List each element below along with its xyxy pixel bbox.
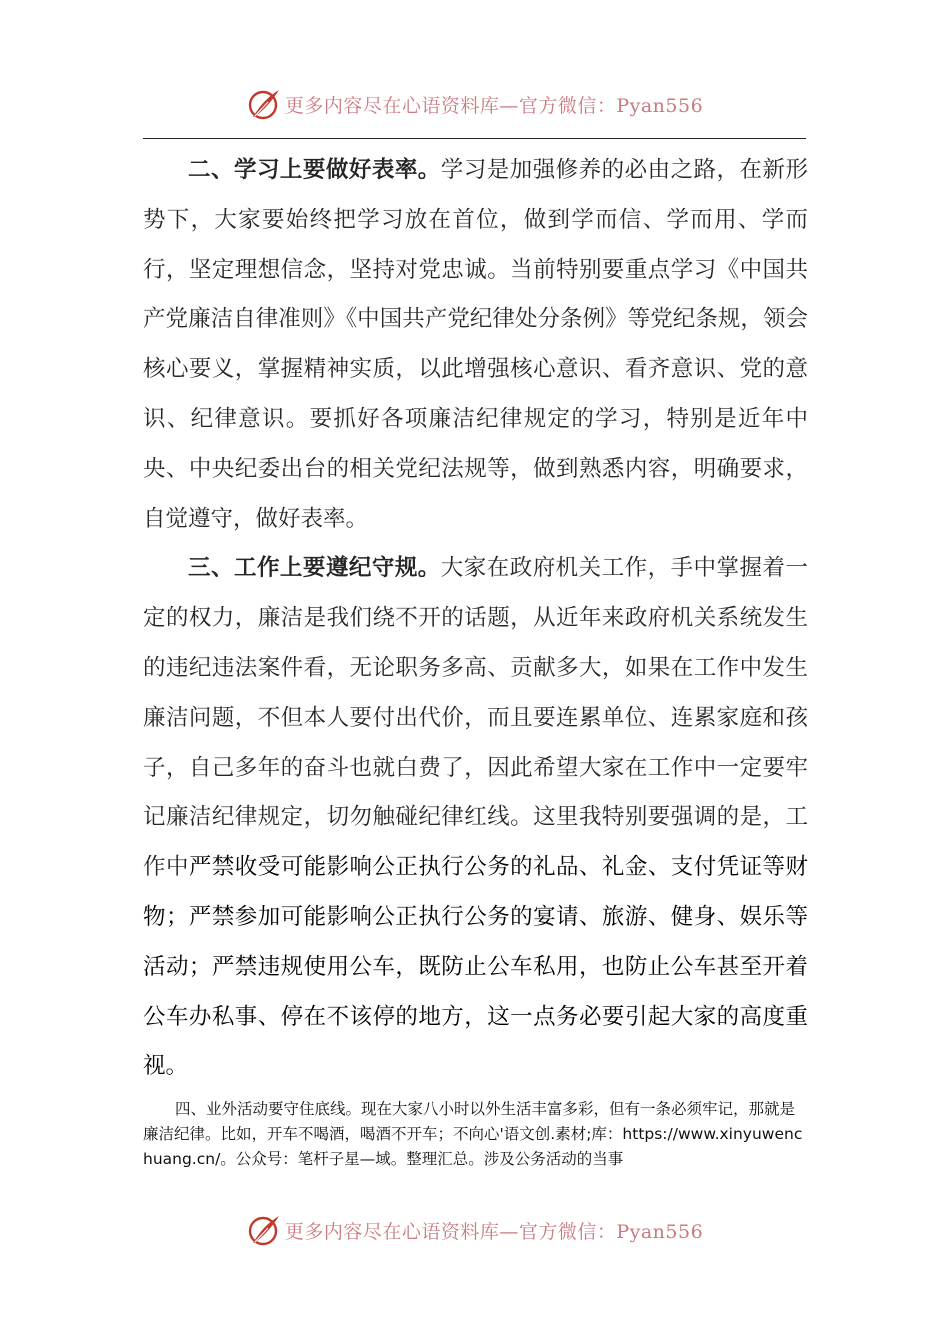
paragraph-heading: 三、工作上要遵纪守规。	[188, 555, 441, 582]
paragraph-off-duty: 四、业外活动要守住底线。现在大家八小时以外生活丰富多彩，但有一条必须牢记，那就是廉洁纪律。比如，开车不喝酒，喝酒不开车；不向心'语文创.素材;库：https://www.xinyuwenchuang.cn/。公众号：笔杆子星—域。整理汇总。涉及公务活动的当事	[143, 1100, 803, 1168]
paragraph-work	[143, 544, 808, 1092]
footer-watermark-banner	[0, 1212, 950, 1248]
header-watermark-text: 更多内容尽在心语资料库—官方微信：Pyan556	[284, 94, 704, 117]
document-body	[143, 146, 808, 1092]
footer-watermark-text: 更多内容尽在心语资料库—官方微信：Pyan556	[284, 1220, 704, 1243]
paragraph-heading: 二、学习上要做好表率。	[188, 157, 441, 183]
paragraph-study	[143, 146, 808, 544]
header-divider	[143, 138, 806, 139]
paragraph-emphasis: 严禁收受可能影响公正执行公务的礼品、礼金、支付凭证等财物；严禁参加可能影响公正执行公务的宴请、旅游、健身、娱乐等活动；严禁违规使用公车，既防止公车私用，也防止公车甚至开着公车办私事、停在不该停的地方，这一点务必要引起大家的高度重视。	[143, 854, 808, 1080]
quill-logo-icon	[247, 87, 281, 121]
quill-logo-icon	[247, 1213, 281, 1247]
paragraph-body: 大家在政府机关工作，手中掌握着一定的权力，廉洁是我们绕不开的话题，从近年来政府机关系统发生的违纪违法案件看，无论职务多高、贡献多大，如果在工作中发生廉洁问题，不但本人要付出代价，而且要连累单位、连累家庭和孩子，自己多年的奋斗也就白费了，因此希望大家在工作中一定要牢记廉洁纪律规定，切勿触碰纪律红线。这里我特别要强调的是，工作中	[143, 555, 808, 881]
header-watermark-banner	[0, 86, 950, 122]
paragraph-body: 学习是加强修养的必由之路，在新形势下，大家要始终把学习放在首位，做到学而信、学而用、学而行，坚定理想信念，坚持对党忠诚。当前特别要重点学习《中国共产党廉洁自律准则》《中国共产党纪律处分条例》等党纪条规，领会核心要义，掌握精神实质，以此增强核心意识、看齐意识、党的意识、纪律意识。要抓好各项廉洁纪律规定的学习，特别是近年中央、中央纪委出台的相关党纪法规等，做到熟悉内容，明确要求，自觉遵守，做好表率。	[143, 157, 808, 532]
small-print-section	[143, 1097, 808, 1172]
